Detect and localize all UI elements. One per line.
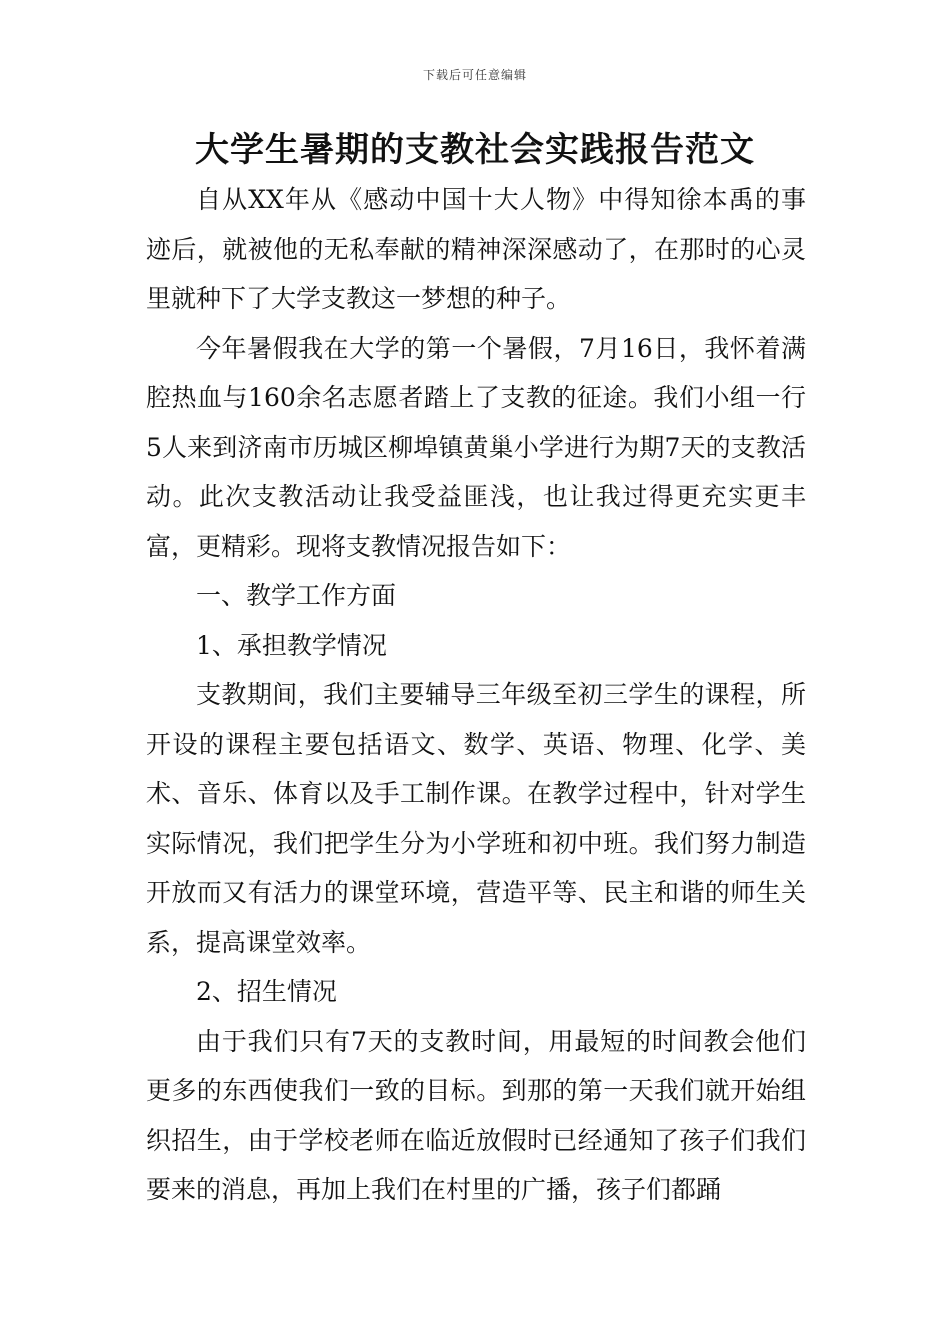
paragraph-teaching-load: 支教期间，我们主要辅导三年级至初三学生的课程，所开设的课程主要包括语文、数学、英语、物理、化学、美术、音乐、体育以及手工制作课。在教学过程中，针对学生实际情况，我们把学生分为小学班和初中班。我们努力制造开放而又有活力的课堂环境，营造平等、民主和谐的师生关系，提高课堂效率。: [146, 680, 806, 957]
subsection-heading-teaching-load: 1、承担教学情况: [196, 630, 387, 660]
header-note: 下载后可任意编辑: [422, 68, 527, 82]
paragraph-summer-trip: 今年暑假我在大学的第一个暑假，7月16日，我怀着满腔热血与160余名志愿者踏上了支教的征途。我们小组一行5人来到济南市历城区柳埠镇黄巢小学进行为期7天的支教活动。此次支教活动让我受益匪浅，也让我过得更充实更丰富，更精彩。现将支教情况报告如下：: [146, 333, 806, 561]
paragraph-enrollment: 由于我们只有7天的支教时间，用最短的时间教会他们更多的东西使我们一致的目标。到那的第一天我们就开始组织招生，由于学校老师在临近放假时已经通知了孩子们我们要来的消息，再加上我们在村里的广播，孩子们都踊: [146, 1026, 806, 1204]
document-title: 大学生暑期的支教社会实践报告范文: [195, 130, 755, 170]
subsection-heading-enrollment: 2、招生情况: [196, 977, 337, 1006]
document-body: [146, 175, 806, 1215]
paragraph-intro: 自从XX年从《感动中国十大人物》中得知徐本禹的事迹后，就被他的无私奉献的精神深深感动了，在那时的心灵里就种下了大学支教这一梦想的种子。: [146, 185, 806, 313]
section-heading-teaching: 一、教学工作方面: [196, 581, 397, 610]
